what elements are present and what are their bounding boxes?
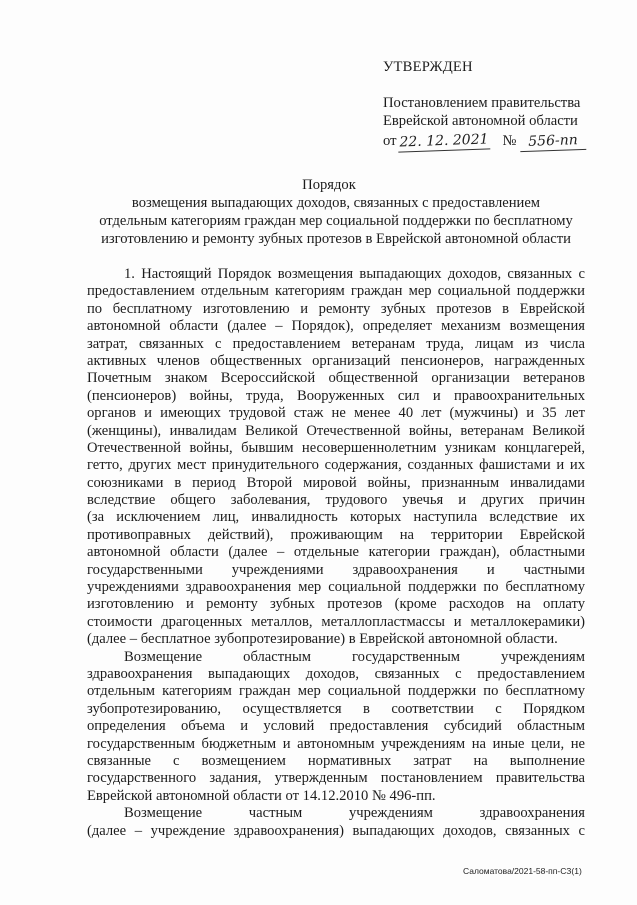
document-footer-code: Саломатова/2021-58-пп-СЗ(1) xyxy=(463,866,582,876)
paragraph-first-line: Возмещение частным учреждениям здравоохранения xyxy=(124,805,585,822)
paragraph-line: государственным бюджетным и автономным учреждениям на иные цели, не xyxy=(87,735,585,752)
paragraph-line: зубопротезированию, осуществляется в соответствии с Порядком xyxy=(87,700,585,717)
paragraph-3 xyxy=(87,805,585,840)
paragraph-line: государственного задания, утвержденным постановлением правительства xyxy=(87,770,585,787)
paragraph-line: автономной области (далее – отдельные категории граждан), областными xyxy=(87,544,585,561)
document-title: Порядок xyxy=(302,177,356,193)
paragraph-line: автономной области (далее – Порядок), определяет механизм возмещения xyxy=(87,318,585,335)
document-body xyxy=(87,266,585,840)
paragraph-line: (далее – учреждение здравоохранения) выпадающих доходов, связанных с xyxy=(87,822,585,839)
approval-region-line: Еврейской автономной области xyxy=(383,113,578,129)
heading-line: возмещения выпадающих доходов, связанных с предоставлением xyxy=(131,195,541,211)
handwritten-number: 556-пп xyxy=(520,131,587,152)
paragraph-line: по бесплатному изготовлению и ремонту зубных протезов в Еврейской xyxy=(87,300,585,317)
paragraph-line: Еврейской автономной области от 14.12.2010 № 496-пп. xyxy=(87,787,436,804)
paragraph-line: Почетным знаком Всероссийской общественной организации ветеранов xyxy=(87,370,585,387)
paragraph-line: активных членов общественных организаций пенсионеров, награжденных xyxy=(87,352,585,369)
approval-resolution-line: Постановлением правительства xyxy=(383,95,581,111)
paragraph-line: стоимости драгоценных металлов, металлопластмассы и металлокерамики) xyxy=(87,613,585,630)
paragraph-line: (за исключением лиц, инвалидность которых наступила вследствие их xyxy=(87,509,585,526)
paragraph-first-line: 1. Настоящий Порядок возмещения выпадающих доходов, связанных с xyxy=(124,266,585,282)
paragraph-1 xyxy=(87,266,585,649)
handwritten-date: 22. 12. 2021 xyxy=(398,130,491,152)
document-heading xyxy=(87,176,585,248)
paragraph-line: здравоохранения выпадающих доходов, связанных с предоставлением xyxy=(87,665,585,682)
approval-date-row xyxy=(383,130,618,152)
paragraph-line: связанные с возмещением нормативных затрат на выполнение xyxy=(87,752,585,769)
approval-block xyxy=(383,57,618,152)
paragraph-line: (женщины), инвалидам Великой Отечественной войны, ветеранам Великой xyxy=(87,422,585,439)
paragraph-line: отдельным категориям граждан мер социальной поддержки по бесплатному xyxy=(87,683,585,700)
paragraph-line: органов и имеющих трудовой стаж не менее 40 лет (мужчины) и 35 лет xyxy=(87,405,585,422)
paragraph-first-line: Возмещение областным государственным учреждениям xyxy=(124,648,585,665)
paragraph-line: (далее – бесплатное зубопротезирование) в Еврейской автономной области. xyxy=(87,631,558,648)
heading-line: отдельным категориям граждан мер социальной поддержки по бесплатному xyxy=(99,213,573,229)
paragraph-line: союзниками в период Второй мировой войны, признанным инвалидами xyxy=(87,474,585,491)
paragraph-line: государственными учреждениями здравоохранения и частными xyxy=(87,561,585,578)
paragraph-line: вследствие общего заболевания, трудового увечья и других причин xyxy=(87,492,585,509)
paragraph-line: изготовлению и ремонту зубных протезов (кроме расходов на оплату xyxy=(87,596,585,613)
paragraph-line: учреждениями здравоохранения мер социальной поддержки по бесплатному xyxy=(87,579,585,596)
paragraph-2 xyxy=(87,649,585,806)
approval-title: УТВЕРЖДЕН xyxy=(383,59,473,75)
paragraph-line: предоставлением отдельным категориям граждан мер социальной поддержки xyxy=(87,283,585,300)
heading-line: изготовлению и ремонту зубных протезов в Еврейской автономной области xyxy=(101,231,571,247)
paragraph-line: определения объема и условий предоставления субсидий областным xyxy=(87,718,585,735)
number-prefix: № xyxy=(502,133,517,149)
paragraph-line: затрат, связанных с предоставлением ветеранам труда, лицам из числа xyxy=(87,335,585,352)
paragraph-line: Отечественной войны, бывшим несовершеннолетним узникам концлагерей, xyxy=(87,439,585,456)
paragraph-line: (пенсионеров) войны, труда, Вооруженных сил и правоохранительных xyxy=(87,387,585,404)
date-prefix: от xyxy=(383,133,397,149)
paragraph-line: противоправных действий), проживающим на территории Еврейской xyxy=(87,526,585,543)
paragraph-line: гетто, других мест принудительного содержания, созданных фашистами и их xyxy=(87,457,585,474)
